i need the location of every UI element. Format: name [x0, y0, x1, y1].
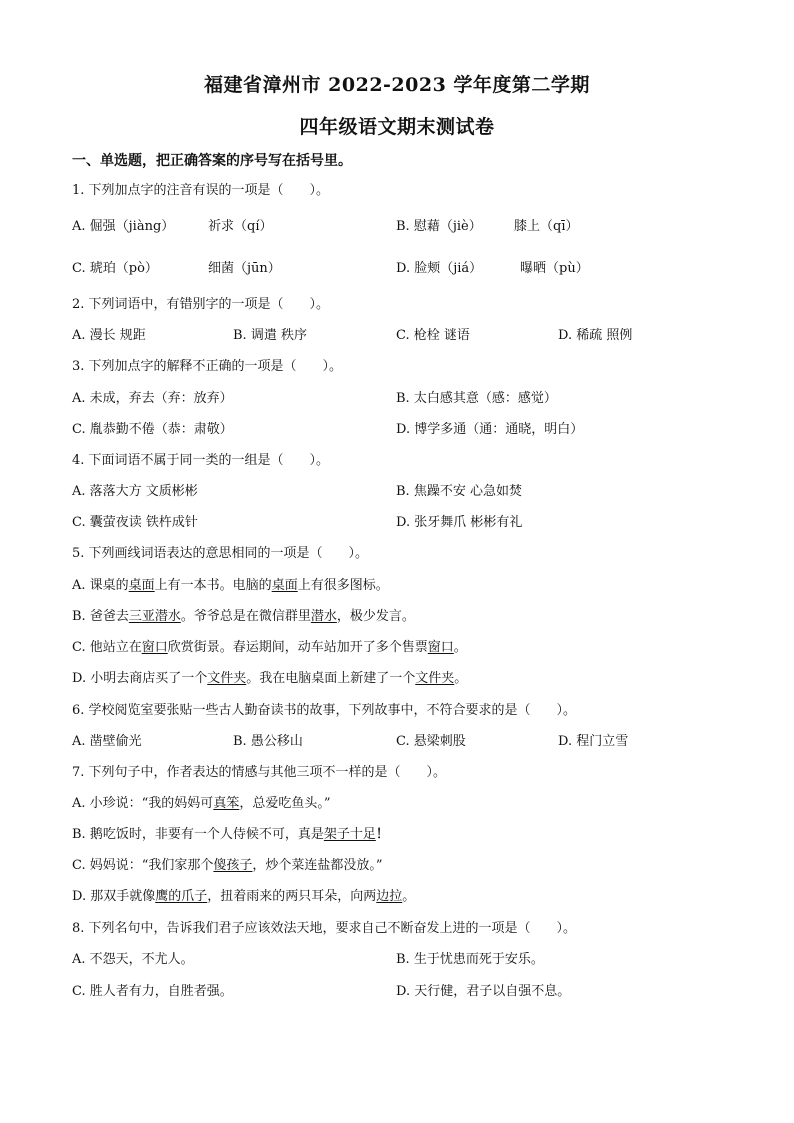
q3-option-d: D. 博学多通（通：通晓，明白） — [396, 422, 584, 437]
q1-option-a-1: A. 倔强（jiàng） — [72, 219, 175, 234]
q1-option-b-1: B. 慰藉（jiè） — [396, 219, 482, 234]
underlined-word: 文件夹 — [207, 671, 247, 686]
q8-option-c: C. 胜人者有力，自胜者强。 — [72, 984, 233, 999]
q1-option-c-2: 细菌（jūn） — [208, 261, 281, 276]
q4-option-c: C. 囊萤夜读 铁杵成针 — [72, 515, 198, 530]
underlined-word: 桌面 — [128, 578, 155, 593]
q7-stem: 7. 下列句子中，作者表达的情感与其他三项不一样的是（ ）。 — [72, 765, 447, 780]
q2-option-d: D. 稀疏 照例 — [558, 328, 633, 343]
underlined-word: 窗口 — [427, 640, 454, 655]
q6-option-c: C. 悬梁刺股 — [396, 734, 466, 749]
q5-stem: 5. 下列画线词语表达的意思相同的一项是（ ）。 — [72, 546, 369, 561]
underlined-word: 窗口 — [141, 640, 168, 655]
underlined-word: 傻孩子 — [213, 858, 253, 873]
q1-option-d-2: 曝晒（pù） — [520, 261, 589, 276]
q7-option-d: D. 那双手就像鹰的爪子，扭着雨来的两只耳朵，向两边拉。 — [72, 889, 416, 904]
q3-option-c: C. 胤恭勤不倦（恭：肃敬） — [72, 422, 233, 437]
q6-option-d: D. 程门立雪 — [558, 734, 629, 749]
q5-option-a: A. 课桌的桌面上有一本书。电脑的桌面上有很多图标。 — [72, 578, 389, 593]
q8-stem: 8. 下列名句中，告诉我们君子应该效法天地，要求自己不断奋发上进的一项是（ ）。 — [72, 921, 577, 936]
exam-title-line1: 福建省漳州市 2022-2023 学年度第二学期 — [204, 74, 590, 96]
underlined-word: 桌面 — [271, 578, 298, 593]
q8-option-b: B. 生于忧患而死于安乐。 — [396, 952, 544, 967]
q2-option-b: B. 调遣 秩序 — [233, 328, 307, 343]
q6-stem: 6. 学校阅览室要张贴一些古人勤奋读书的故事，下列故事中，不符合要求的是（ ）。 — [72, 703, 577, 718]
q5-option-c: C. 他站立在窗口欣赏街景。春运期间，动车站加开了多个售票窗口。 — [72, 640, 467, 655]
q8-option-d: D. 天行健，君子以自强不息。 — [396, 984, 571, 999]
q1-stem: 1. 下列加点字的注音有误的一项是（ ）。 — [72, 183, 330, 198]
q4-option-d: D. 张牙舞爪 彬彬有礼 — [396, 515, 523, 530]
q8-option-a: A. 不怨天，不尤人。 — [72, 952, 194, 967]
q4-option-b: B. 焦躁不安 心急如焚 — [396, 484, 522, 499]
q1-option-b-2: 膝上（qī） — [514, 219, 579, 234]
q5-option-d: D. 小明去商店买了一个文件夹。我在电脑桌面上新建了一个文件夹。 — [72, 671, 468, 686]
q3-option-b: B. 太白感其意（感：感觉） — [396, 391, 557, 406]
q7-option-c: C. 妈妈说：“我们家那个傻孩子，炒个菜连盐都没放。” — [72, 858, 383, 873]
section-heading: 一、单选题，把正确答案的序号写在括号里。 — [72, 153, 352, 169]
underlined-word: 边拉 — [376, 889, 403, 904]
q4-stem: 4. 下面词语不属于同一类的一组是（ ）。 — [72, 453, 330, 468]
underlined-word: 架子十足 — [323, 827, 376, 842]
exam-title-line2: 四年级语文期末测试卷 — [299, 116, 495, 138]
q3-option-a: A. 未成，弃去（弃：放弃） — [72, 391, 233, 406]
q1-option-d-1: D. 脸颊（jiá） — [396, 261, 483, 276]
q2-option-a: A. 漫长 规距 — [72, 328, 146, 343]
q2-option-c: C. 枪栓 谜语 — [396, 328, 470, 343]
underlined-word: 三亚潜水 — [128, 609, 181, 624]
underlined-word: 文件夹 — [415, 671, 455, 686]
q2-stem: 2. 下列词语中，有错别字的一项是（ ）。 — [72, 297, 330, 312]
underlined-word: 真笨 — [213, 796, 240, 811]
q4-option-a: A. 落落大方 文质彬彬 — [72, 484, 198, 499]
q6-option-b: B. 愚公移山 — [233, 734, 303, 749]
q6-option-a: A. 凿壁偷光 — [72, 734, 142, 749]
underlined-word: 潜水 — [310, 609, 337, 624]
q7-option-b: B. 鹅吃饭时，非要有一个人侍候不可，真是架子十足！ — [72, 827, 389, 842]
q1-option-a-2: 祈求（qí） — [208, 219, 273, 234]
q1-option-c-1: C. 琥珀（pò） — [72, 261, 158, 276]
q3-stem: 3. 下列加点字的解释不正确的一项是（ ）。 — [72, 359, 343, 374]
underlined-word: 鹰的爪子 — [155, 889, 208, 904]
q5-option-b: B. 爸爸去三亚潜水。爷爷总是在微信群里潜水，极少发言。 — [72, 609, 415, 624]
q7-option-a: A. 小珍说：“我的妈妈可真笨，总爱吃鱼头。” — [72, 796, 331, 811]
